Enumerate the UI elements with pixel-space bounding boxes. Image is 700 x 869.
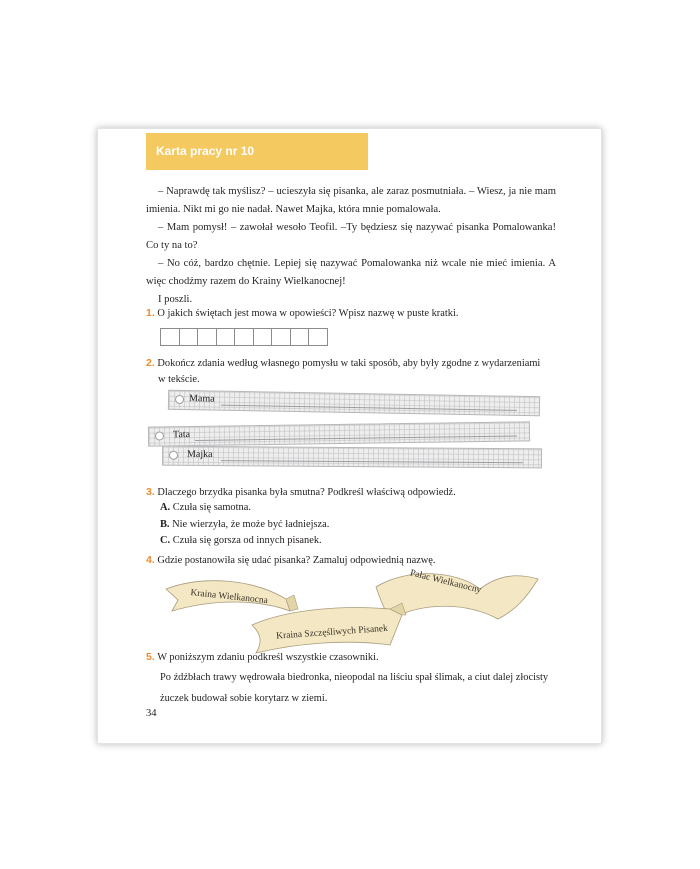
option-letter: A. <box>160 502 171 513</box>
answer-strip-majka[interactable] <box>162 446 542 469</box>
answer-option-a[interactable] <box>160 502 251 513</box>
strip-label: Majka <box>186 448 213 461</box>
strip-hole-icon <box>175 395 184 404</box>
answer-strip-tata[interactable] <box>148 421 530 446</box>
letter-box[interactable] <box>271 328 291 346</box>
question-text: O jakich świętach jest mowa w opowieści? Wpisz nazwę w puste kratki. <box>157 308 459 319</box>
strip-hole-icon <box>169 451 178 460</box>
story-paragraph: – Naprawdę tak myślisz? – ucieszyła się pisanka, ale zaraz posmutniała. – Wiesz, ja nie mam imienia. Nikt mi go nie nadał. Nawet Majka, która mnie pomalowała. <box>146 186 556 215</box>
question-text: Dokończ zdania według własnego pomysłu w taki sposób, aby były zgodne z wydarzeniami <box>157 358 541 369</box>
answer-option-c[interactable] <box>160 535 322 546</box>
banners-illustration <box>158 565 548 655</box>
answer-strip-mama[interactable] <box>168 390 540 416</box>
letter-box[interactable] <box>179 328 199 346</box>
answer-option-b[interactable] <box>160 519 329 530</box>
question-1 <box>146 305 566 322</box>
question-number: 5. <box>146 651 155 663</box>
question-number: 2. <box>146 357 155 369</box>
option-letter: B. <box>160 519 170 530</box>
letter-box[interactable] <box>216 328 236 346</box>
story-paragraph: I poszli. <box>158 294 193 305</box>
banner-label: Kraina Wielkanocna <box>189 588 269 607</box>
story-text <box>146 183 556 309</box>
letter-box[interactable] <box>290 328 310 346</box>
strip-label: Mama <box>188 393 215 405</box>
answer-line <box>195 436 517 441</box>
banner-label: Pałac Wielkanocny <box>408 568 483 596</box>
story-paragraph: – Mam pomysł! – zawołał wesoło Teofil. –Ty będziesz się nazywać pisanka Pomalowanka! Co ty na to? <box>146 222 556 251</box>
letter-box[interactable] <box>308 328 328 346</box>
question-number: 4. <box>146 554 155 566</box>
story-paragraph: – No cóż, bardzo chętnie. Lepiej się nazywać Pomalowanka niż wcale nie mieć imienia. A więc chodźmy razem do Krainy Wielkanocnej! <box>146 258 556 287</box>
letter-box[interactable] <box>253 328 273 346</box>
banner-kraina-wielkanocna[interactable] <box>166 581 298 611</box>
workbook-page <box>97 128 602 744</box>
sentence-line: żuczek budował sobie korytarz w ziemi. <box>160 693 328 704</box>
question-text-continued: w tekście. <box>158 374 200 385</box>
strip-label: Tata <box>172 429 191 441</box>
banner-label: Kraina Szczęśliwych Pisanek <box>275 623 389 642</box>
answer-boxes[interactable] <box>160 328 327 346</box>
question-number: 3. <box>146 486 155 498</box>
question-2 <box>146 355 566 388</box>
question-5 <box>146 649 566 666</box>
option-text: Czuła się samotna. <box>172 502 251 513</box>
letter-box[interactable] <box>197 328 217 346</box>
question-text: Dlaczego brzydka pisanka była smutna? Podkreśl właściwą odpowiedź. <box>157 487 456 498</box>
option-text: Czuła się gorsza od innych pisanek. <box>172 535 322 546</box>
question-text: W poniższym zdaniu podkreśl wszystkie czasowniki. <box>157 652 379 663</box>
question-number: 1. <box>146 307 155 319</box>
letter-box[interactable] <box>160 328 180 346</box>
sentence-line: Po źdźbłach trawy wędrowała biedronka, nieopodal na liściu spał ślimak, a ciut dalej złocisty <box>160 672 549 683</box>
question-text: Gdzie postanowiła się udać pisanka? Zamaluj odpowiednią nazwę. <box>157 555 436 566</box>
letter-box[interactable] <box>234 328 254 346</box>
page-title: Karta pracy nr 10 <box>146 133 368 170</box>
page-number: 34 <box>146 708 157 719</box>
option-letter: C. <box>160 535 171 546</box>
question-3 <box>146 484 566 501</box>
answer-line <box>221 405 517 411</box>
option-text: Nie wierzyła, że może być ładniejsza. <box>172 519 330 530</box>
strip-hole-icon <box>155 431 164 440</box>
answer-line <box>221 460 523 463</box>
sentence-to-underline[interactable] <box>160 667 560 709</box>
banner-kraina-szczesliwych-pisanek[interactable] <box>252 603 406 653</box>
